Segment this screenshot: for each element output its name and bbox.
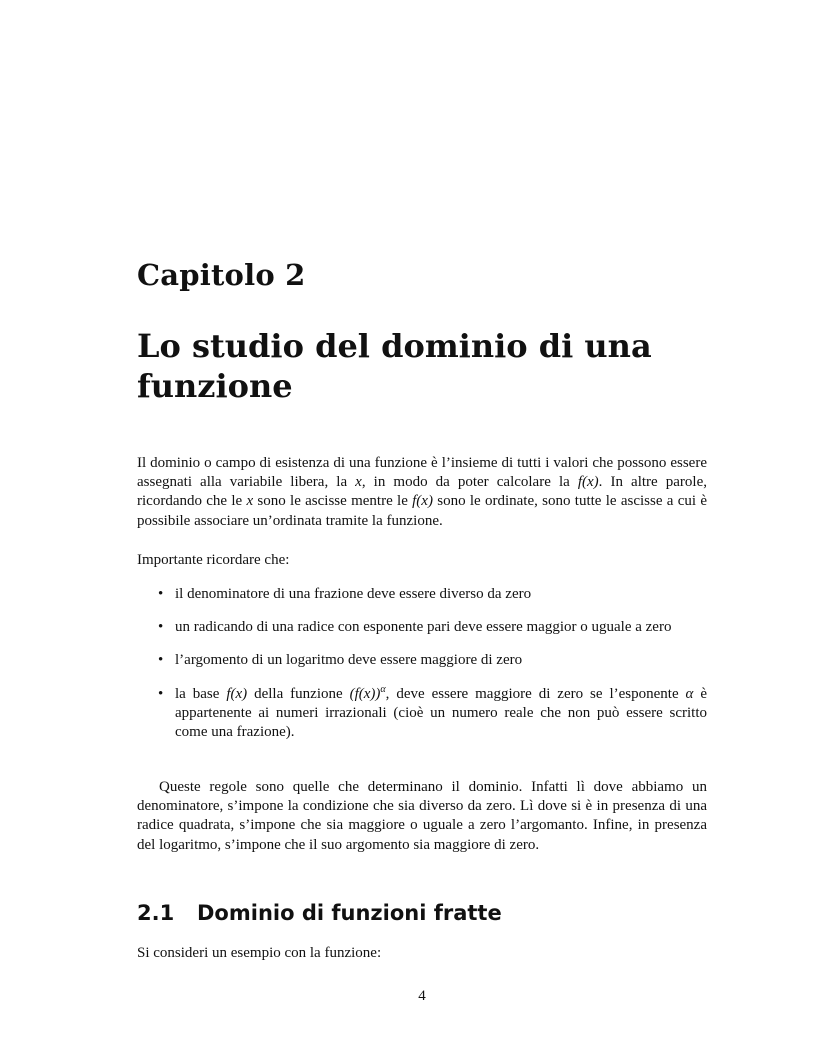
math-x: x [355, 474, 362, 491]
math-fx: f(x) [577, 474, 599, 491]
section-number: 2.1 [137, 901, 175, 925]
rules-list [137, 585, 707, 756]
math-exponent: α [380, 683, 386, 695]
bullet-icon: • [158, 652, 164, 669]
rule-text: la base [175, 685, 227, 702]
math-alpha: α [685, 685, 694, 702]
intro-text: . In altre parole, ricordando che le [137, 474, 707, 510]
list-item [137, 618, 707, 637]
document-page [137, 0, 707, 1056]
rule-text: della funzione [247, 685, 350, 702]
math-x: x [246, 493, 254, 510]
rule-text: il denominatore di una frazione deve essere diverso da zero [175, 586, 532, 602]
intro-text: sono le ordinate, sono tutte le ascisse a cui è possibile associare un’ordinata tramite la funzione. [137, 493, 707, 529]
chapter-label: Capitolo 2 [137, 258, 306, 292]
rule-text: , deve essere maggiore di zero se l’esponente [385, 685, 686, 702]
list-item [137, 651, 707, 670]
rules-explanation-paragraph: Queste regole sono quelle che determinano il dominio. Infatti lì dove abbiamo un denominatore, s’impone la condizione che sia diverso da zero. Lì dove si è in presenza di una radice quadrata, s’impone che sia maggiore o uguale a zero l’argomanto. Infine, in presenza del logaritmo, s’impone che il suo argomento sia maggiore di zero. [137, 779, 707, 853]
rule-text: un radicando di una radice con esponente pari deve essere maggior o uguale a zero [175, 619, 672, 636]
intro-note: Importante ricordare che: [137, 552, 290, 568]
bullet-icon: • [158, 685, 164, 702]
rule-text: è appartenente ai numeri irrazionali (cioè un numero reale che non può essere scritto come una frazione). [175, 685, 708, 741]
intro-paragraph [137, 454, 707, 531]
bullet-icon: • [158, 586, 164, 602]
list-item [137, 585, 707, 604]
math-power: (f(x)) [349, 685, 381, 702]
section-intro: Si consideri un esempio con la funzione: [137, 945, 382, 961]
intro-text: , in modo da poter calcolare la [361, 474, 578, 491]
bullet-icon: • [158, 619, 164, 636]
intro-text: sono le ascisse mentre le [253, 493, 413, 510]
rule-text: l’argomento di un logaritmo deve essere maggiore di zero [175, 652, 523, 669]
section-title: Dominio di funzioni fratte [197, 901, 502, 925]
math-fx: f(x) [412, 493, 433, 510]
section-heading [137, 901, 502, 925]
chapter-title: Lo studio del dominio di una funzione [137, 327, 652, 405]
intro-text: Il dominio o campo di esistenza di una funzione è l’insieme di tutti i valori che possono essere assegnati alla variabile libera, la [137, 455, 707, 491]
page-number: 4 [418, 988, 426, 1004]
math-fx: f(x) [226, 685, 248, 702]
list-item [137, 685, 707, 743]
